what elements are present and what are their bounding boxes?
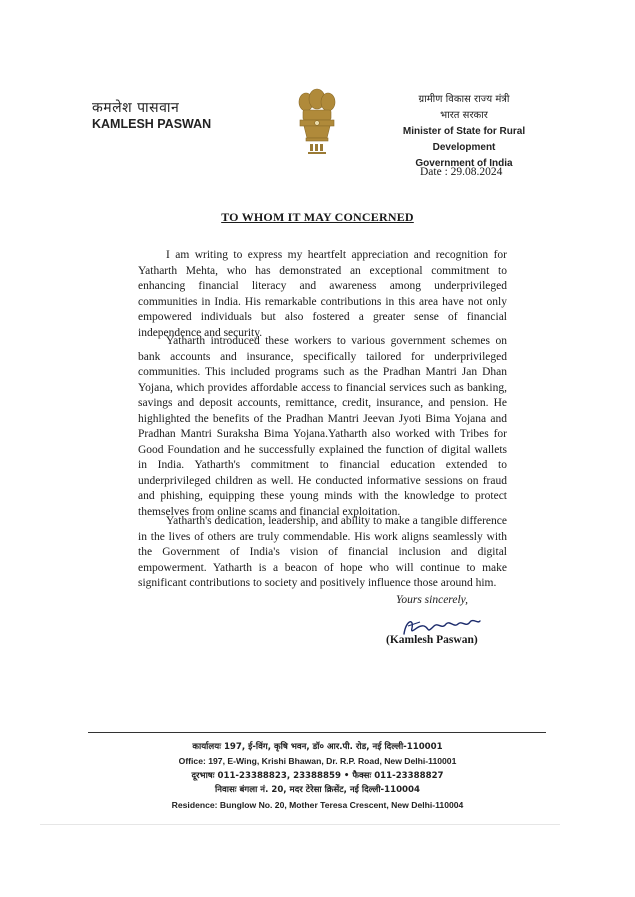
footer-divider xyxy=(88,732,546,733)
residence-address-hindi: निवासः बंगला नं. 20, मदर टेरेसा क्रिसेंट, नई दिल्ली-110004 xyxy=(214,785,420,796)
office-address-english: Office: 197, E-Wing, Krishi Bhawan, Dr. R.P. Road, New Delhi-110001 xyxy=(178,756,457,767)
body-paragraph-3: Yatharth's dedication, leadership, and ability to make a tangible difference in the lives of others are truly commendable. His work aligns seamlessly with the Government of India's vision of financial inclusion and digital empowerment. Yatharth is a beacon of hope who will continue to make significant contributions to society and positively influence those around him. xyxy=(138,515,507,589)
letterhead-footer xyxy=(0,740,635,812)
designation-hindi: ग्रामीण विकास राज्य मंत्री xyxy=(418,94,510,105)
signer-name: (Kamlesh Paswan) xyxy=(386,634,478,646)
letter-date: Date : 29.08.2024 xyxy=(420,166,503,178)
closing-salutation: Yours sincerely, xyxy=(396,594,468,606)
national-emblem-icon xyxy=(292,86,342,160)
body-paragraph-1: I am writing to express my heartfelt appreciation and recognition for Yatharth Mehta, who has demonstrated an exceptional commitment to enhancing financial literacy and awareness among underprivileged communities in India. His remarkable contributions in this area have not only empowered individuals but also fostered a greater sense of financial independence and security. xyxy=(138,249,507,339)
minister-designation xyxy=(380,92,548,172)
government-english: Government of India xyxy=(415,158,513,169)
designation-english: Minister of State for Rural Development xyxy=(402,126,526,153)
phone-fax: दूरभाषः 011-23388823, 23388859 • फैक्सः 011-23388827 xyxy=(191,770,444,781)
residence-address-english: Residence: Bunglow No. 20, Mother Teresa Crescent, New Delhi-110004 xyxy=(171,799,464,810)
minister-name-hindi: कमलेश पासवान xyxy=(92,100,180,116)
government-hindi: भारत सरकार xyxy=(440,110,488,121)
letter-heading: TO WHOM IT MAY CONCERNED xyxy=(221,210,414,224)
page-bottom-edge xyxy=(40,824,560,825)
office-address-hindi: कार्यालयः 197, ई-विंग, कृषि भवन, डॉ० आर.पी. रोड, नई दिल्ली-110001 xyxy=(192,742,443,752)
minister-name-english: KAMLESH PASWAN xyxy=(92,117,212,131)
body-paragraph-2: Yatharth introduced these workers to various government schemes on bank accounts and insurance, specifically tailored for underprivileged communities. This included programs such as the Pradhan Mantri Jan Dhan Yojana, which provides affordable access to financial services such as banking, savings and deposit accounts, remittance, credit, insurance, and pension. He highlighted the benefits of the Pradhan Mantri Jeevan Jyoti Bima Yojana and Pradhan Mantri Suraksha Bima Yojana.Yatharth also worked with Tribes for Good Foundation and he successfully explained the function of digital wallets in India. Yatharth's commitment to financial education extended to underprivileged children as well. He conducted informative sessions on fraud and phishing, equipping these young minds with the knowledge to protect themselves from online scams and financial exploitation. xyxy=(138,335,507,518)
